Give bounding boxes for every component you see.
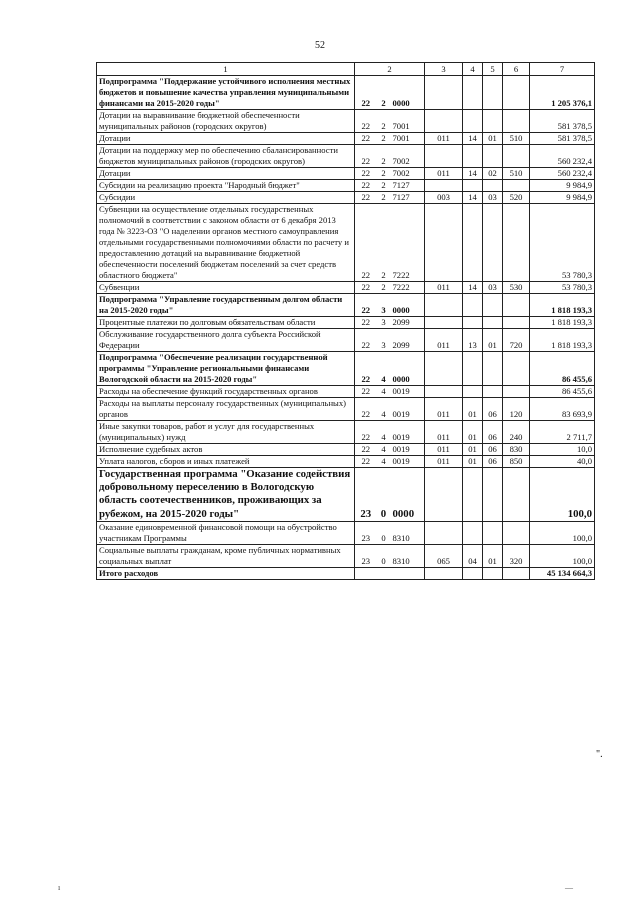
cell-c6: 120: [503, 398, 530, 421]
cell-c3: 011: [425, 456, 463, 468]
cell-c2c: [391, 567, 425, 579]
table-row: [97, 145, 595, 168]
header-cell-5: 5: [483, 63, 503, 76]
cell-c7: 86 455,6: [530, 386, 595, 398]
cell-c7: 581 378,5: [530, 110, 595, 133]
cell-c2b: 0: [377, 468, 391, 522]
cell-c6: 320: [503, 544, 530, 567]
cell-c4: 04: [463, 544, 483, 567]
table-row: [97, 329, 595, 352]
cell-c4: 14: [463, 168, 483, 180]
cell-c7: 40,0: [530, 456, 595, 468]
cell-c4: [463, 468, 483, 522]
header-cell-7: 7: [530, 63, 595, 76]
cell-c5: [483, 145, 503, 168]
cell-c2b: 2: [377, 145, 391, 168]
cell-name: Дотации на поддержку мер по обеспечению сбалансированности бюджетов муниципальных районов (городских округов): [97, 145, 355, 168]
cell-c5: [483, 352, 503, 386]
cell-c2c: 7127: [391, 180, 425, 192]
cell-c6: [503, 110, 530, 133]
cell-c5: 03: [483, 282, 503, 294]
cell-c2b: 4: [377, 352, 391, 386]
table-row: [97, 192, 595, 204]
cell-name: Подпрограмма "Управление государственным долгом области на 2015-2020 годы": [97, 294, 355, 317]
cell-c2a: 22: [355, 329, 377, 352]
cell-c2a: 22: [355, 76, 377, 110]
cell-c3: [425, 76, 463, 110]
cell-c3: [425, 352, 463, 386]
cell-c2a: 22: [355, 352, 377, 386]
header-cell-6: 6: [503, 63, 530, 76]
cell-c4: 01: [463, 398, 483, 421]
cell-c5: 01: [483, 329, 503, 352]
cell-c5: [483, 110, 503, 133]
cell-c2a: 23: [355, 544, 377, 567]
cell-c5: [483, 180, 503, 192]
cell-c5: 03: [483, 192, 503, 204]
cell-c5: [483, 567, 503, 579]
cell-c6: [503, 386, 530, 398]
cell-name: Государственная программа "Оказание содействия добровольному переселению в Вологодскую область соотечественников, проживающих за рубежом, на 2015-2020 годы": [97, 468, 355, 522]
table-row: [97, 468, 595, 522]
cell-c4: 13: [463, 329, 483, 352]
table-row: [97, 352, 595, 386]
cell-name: Подпрограмма "Поддержание устойчивого исполнения местных бюджетов и повышение качества управления муниципальными финансами на 2015-2020 годы": [97, 76, 355, 110]
cell-name: Дотации: [97, 168, 355, 180]
cell-c4: 14: [463, 282, 483, 294]
cell-c5: 02: [483, 168, 503, 180]
cell-c7: 10,0: [530, 444, 595, 456]
cell-name: Исполнение судебных актов: [97, 444, 355, 456]
cell-name: Социальные выплаты гражданам, кроме публичных нормативных социальных выплат: [97, 544, 355, 567]
cell-name: Процентные платежи по долговым обязательствам области: [97, 317, 355, 329]
cell-name: Дотации: [97, 133, 355, 145]
cell-c3: 011: [425, 133, 463, 145]
cell-c2c: 7127: [391, 192, 425, 204]
table-row: [97, 133, 595, 145]
cell-c3: [425, 521, 463, 544]
cell-c4: [463, 386, 483, 398]
table-row: [97, 544, 595, 567]
table-row: [97, 282, 595, 294]
header-cell-2: 2: [355, 63, 425, 76]
cell-c2b: 2: [377, 76, 391, 110]
cell-c2a: 22: [355, 204, 377, 282]
cell-c2a: 22: [355, 110, 377, 133]
table-row: [97, 456, 595, 468]
cell-c2b: 4: [377, 386, 391, 398]
cell-c7: 9 984,9: [530, 180, 595, 192]
cell-c2c: 8310: [391, 521, 425, 544]
cell-c2c: 7002: [391, 145, 425, 168]
cell-c2a: 22: [355, 398, 377, 421]
cell-name: Обслуживание государственного долга субъекта Российской Федерации: [97, 329, 355, 352]
cell-c2c: 0019: [391, 456, 425, 468]
cell-c4: [463, 521, 483, 544]
cell-name: Субвенции на осуществление отдельных государственных полномочий в соответствии с законом области от 6 декабря 2013 года № 3223-ОЗ "О наделении органов местного самоуправления отдельными государственными полномочиями области по расчету и предоставлению дотаций на выравнивание бюджетной обеспеченности поселений бюджетам поселений за счет средств областного бюджета": [97, 204, 355, 282]
cell-c2b: 2: [377, 282, 391, 294]
cell-c4: [463, 294, 483, 317]
cell-c3: [425, 567, 463, 579]
cell-c2a: 22: [355, 180, 377, 192]
cell-c2b: 0: [377, 521, 391, 544]
cell-c2c: 7222: [391, 204, 425, 282]
cell-c7: 83 693,9: [530, 398, 595, 421]
cell-c3: 003: [425, 192, 463, 204]
cell-c3: 011: [425, 168, 463, 180]
cell-c2b: 4: [377, 398, 391, 421]
cell-c2b: 4: [377, 444, 391, 456]
cell-c5: 06: [483, 444, 503, 456]
cell-c3: 011: [425, 444, 463, 456]
cell-c2b: 3: [377, 329, 391, 352]
cell-c2c: 0019: [391, 444, 425, 456]
cell-name: Субвенции: [97, 282, 355, 294]
cell-c6: [503, 294, 530, 317]
header-cell-4: 4: [463, 63, 483, 76]
cell-c5: 06: [483, 421, 503, 444]
cell-c3: [425, 180, 463, 192]
cell-c2b: 2: [377, 110, 391, 133]
cell-c4: 14: [463, 192, 483, 204]
cell-c2a: [355, 567, 377, 579]
cell-c2b: 4: [377, 421, 391, 444]
cell-c6: 830: [503, 444, 530, 456]
cell-c3: [425, 468, 463, 522]
cell-c2c: 2099: [391, 329, 425, 352]
cell-c4: [463, 110, 483, 133]
cell-c2a: 22: [355, 192, 377, 204]
table-row: [97, 421, 595, 444]
cell-c7: 9 984,9: [530, 192, 595, 204]
cell-c6: [503, 145, 530, 168]
cell-c7: 560 232,4: [530, 145, 595, 168]
cell-c2a: 22: [355, 444, 377, 456]
cell-c2b: 4: [377, 456, 391, 468]
cell-c6: [503, 468, 530, 522]
table-row: [97, 521, 595, 544]
cell-c6: [503, 204, 530, 282]
header-row: [97, 63, 595, 76]
cell-c5: [483, 521, 503, 544]
cell-c2c: 0019: [391, 421, 425, 444]
cell-c2a: 22: [355, 294, 377, 317]
cell-c2a: 22: [355, 317, 377, 329]
cell-c3: [425, 317, 463, 329]
cell-c2c: 0000: [391, 76, 425, 110]
cell-c6: 520: [503, 192, 530, 204]
cell-c4: [463, 352, 483, 386]
table-row: [97, 168, 595, 180]
cell-c2c: 0000: [391, 468, 425, 522]
cell-c2a: 22: [355, 386, 377, 398]
cell-c3: [425, 204, 463, 282]
cell-c2a: 22: [355, 421, 377, 444]
cell-c2a: 22: [355, 168, 377, 180]
margin-mark: ı: [58, 883, 61, 892]
cell-c7: 1 818 193,3: [530, 294, 595, 317]
cell-c3: [425, 110, 463, 133]
cell-name: Расходы на выплаты персоналу государственных (муниципальных) органов: [97, 398, 355, 421]
cell-c3: 011: [425, 282, 463, 294]
table-row: [97, 110, 595, 133]
cell-c2b: 3: [377, 317, 391, 329]
cell-name: Уплата налогов, сборов и иных платежей: [97, 456, 355, 468]
cell-c5: 01: [483, 133, 503, 145]
cell-c6: 240: [503, 421, 530, 444]
cell-c7: 1 818 193,3: [530, 317, 595, 329]
cell-c6: [503, 76, 530, 110]
cell-c4: [463, 180, 483, 192]
cell-name: Оказание единовременной финансовой помощи на обустройство участникам Программы: [97, 521, 355, 544]
cell-name: Подпрограмма "Обеспечение реализации государственной программы "Управление региональными финансами Вологодской области на 2015-2020 годы": [97, 352, 355, 386]
cell-c2b: 2: [377, 204, 391, 282]
cell-c4: [463, 317, 483, 329]
table-row: [97, 398, 595, 421]
cell-c2b: [377, 567, 391, 579]
cell-c6: 530: [503, 282, 530, 294]
table-row: [97, 180, 595, 192]
cell-c2a: 23: [355, 468, 377, 522]
cell-c2b: 2: [377, 133, 391, 145]
page-number: 52: [315, 40, 325, 51]
cell-c3: 011: [425, 398, 463, 421]
cell-c5: [483, 386, 503, 398]
cell-c2a: 22: [355, 145, 377, 168]
cell-c2c: 2099: [391, 317, 425, 329]
cell-c7: 86 455,6: [530, 352, 595, 386]
closing-quote: ".: [596, 749, 603, 760]
cell-c5: [483, 204, 503, 282]
cell-name: Субсидии на реализацию проекта "Народный бюджет": [97, 180, 355, 192]
cell-c3: 065: [425, 544, 463, 567]
cell-c3: 011: [425, 421, 463, 444]
cell-c6: 510: [503, 133, 530, 145]
cell-c2b: 2: [377, 180, 391, 192]
cell-c2b: 0: [377, 544, 391, 567]
cell-c7: 1 818 193,3: [530, 329, 595, 352]
cell-c3: 011: [425, 329, 463, 352]
cell-c4: [463, 567, 483, 579]
cell-c3: [425, 386, 463, 398]
cell-c5: 01: [483, 544, 503, 567]
cell-c2a: 23: [355, 521, 377, 544]
cell-c3: [425, 145, 463, 168]
cell-c2a: 22: [355, 133, 377, 145]
cell-c5: [483, 76, 503, 110]
cell-c2b: 2: [377, 192, 391, 204]
cell-c2c: 7222: [391, 282, 425, 294]
cell-c2c: 0000: [391, 352, 425, 386]
table-row: [97, 76, 595, 110]
cell-c2b: 2: [377, 168, 391, 180]
cell-c2c: 7001: [391, 133, 425, 145]
cell-c2c: 7002: [391, 168, 425, 180]
cell-c7: 100,0: [530, 521, 595, 544]
cell-c6: [503, 317, 530, 329]
cell-name: Дотации на выравнивание бюджетной обеспеченности муниципальных районов (городских округов): [97, 110, 355, 133]
cell-c2c: 8310: [391, 544, 425, 567]
cell-c6: 510: [503, 168, 530, 180]
cell-c5: [483, 317, 503, 329]
cell-c7: 53 780,3: [530, 204, 595, 282]
cell-name: Субсидии: [97, 192, 355, 204]
cell-c6: [503, 352, 530, 386]
cell-c4: 01: [463, 456, 483, 468]
table-row: [97, 386, 595, 398]
cell-c6: 850: [503, 456, 530, 468]
cell-c4: 14: [463, 133, 483, 145]
cell-c2b: 3: [377, 294, 391, 317]
cell-name: Расходы на обеспечение функций государственных органов: [97, 386, 355, 398]
cell-c3: [425, 294, 463, 317]
cell-c2c: 0019: [391, 398, 425, 421]
table-row: [97, 567, 595, 579]
cell-c4: [463, 204, 483, 282]
cell-c6: 720: [503, 329, 530, 352]
cell-c7: 2 711,7: [530, 421, 595, 444]
cell-c2c: 7001: [391, 110, 425, 133]
header-cell-1: 1: [97, 63, 355, 76]
cell-c7: 45 134 664,3: [530, 567, 595, 579]
table-row: [97, 317, 595, 329]
cell-c6: [503, 521, 530, 544]
cell-c7: 560 232,4: [530, 168, 595, 180]
cell-c2c: 0000: [391, 294, 425, 317]
cell-c6: [503, 180, 530, 192]
cell-c5: 06: [483, 456, 503, 468]
margin-mark: —: [565, 883, 573, 892]
cell-c5: [483, 468, 503, 522]
cell-c5: [483, 294, 503, 317]
cell-name: Итого расходов: [97, 567, 355, 579]
table-row: [97, 444, 595, 456]
cell-c4: 01: [463, 421, 483, 444]
cell-c2c: 0019: [391, 386, 425, 398]
cell-c2a: 22: [355, 456, 377, 468]
cell-c7: 100,0: [530, 468, 595, 522]
cell-c4: [463, 145, 483, 168]
table-row: [97, 204, 595, 282]
header-cell-3: 3: [425, 63, 463, 76]
cell-c7: 1 205 376,1: [530, 76, 595, 110]
cell-c7: 53 780,3: [530, 282, 595, 294]
cell-c4: 01: [463, 444, 483, 456]
cell-c7: 581 378,5: [530, 133, 595, 145]
cell-c5: 06: [483, 398, 503, 421]
expenditure-table: [96, 62, 595, 580]
cell-c4: [463, 76, 483, 110]
table-row: [97, 294, 595, 317]
cell-c6: [503, 567, 530, 579]
cell-name: Иные закупки товаров, работ и услуг для государственных (муниципальных) нужд: [97, 421, 355, 444]
cell-c7: 100,0: [530, 544, 595, 567]
cell-c2a: 22: [355, 282, 377, 294]
